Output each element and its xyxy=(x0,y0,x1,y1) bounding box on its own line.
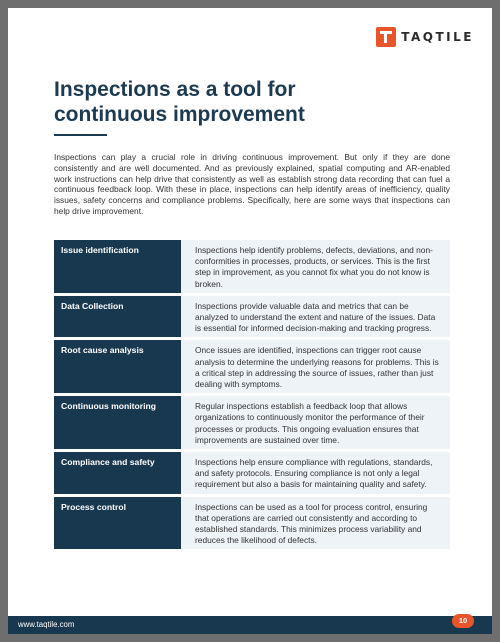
row-description: Inspections help ensure compliance with regulations, standards, and safety protocols. Ensuring compliance is not only a legal requirement but also a basis for maintaining quality and safety. xyxy=(181,452,450,494)
footer-website-link[interactable]: www.taqtile.com xyxy=(18,620,75,629)
table-row xyxy=(54,396,450,449)
table-row xyxy=(54,240,450,293)
inspection-benefits-table xyxy=(54,240,450,552)
row-description: Inspections provide valuable data and metrics that can be analyzed to understand the extent and nature of the issues. Data is essential for informed decision-making and tracking progress. xyxy=(181,296,450,338)
table-row xyxy=(54,497,450,550)
row-description: Regular inspections establish a feedback loop that allows organizations to continuously monitor the performance of their processes or products. This ongoing evaluation ensures that improvements are sustained over time. xyxy=(181,396,450,449)
row-label: Data Collection xyxy=(54,296,181,338)
brand-name: TAQTILE xyxy=(401,30,474,44)
row-description: Inspections can be used as a tool for process control, ensuring that operations are carried out consistently and according to established standards. This minimizes process variability and reduces the likelihood of defects. xyxy=(181,497,450,550)
title-underline xyxy=(54,134,107,136)
table-row xyxy=(54,452,450,494)
row-description: Once issues are identified, inspections can trigger root cause analysis to determine the underlying reasons for problems. This is a critical step in addressing the source of issues, rather than just dealing with symptoms. xyxy=(181,340,450,393)
intro-paragraph: Inspections can play a crucial role in driving continuous improvement. But only if they are done consistently and are well documented. And as previously explained, spatial computing and AR-enabled work instructions can help drive that consistently as well as establish strong data recording that can fuel a continuous feedback loop. With these in place, inspections can help identify areas of inefficiency, quality issues, safety concerns and compliance problems. Specifically, here are some ways that inspections can help drive improvement. xyxy=(54,152,450,216)
table-row xyxy=(54,296,450,338)
document-page xyxy=(8,8,492,634)
row-description: Inspections help identify problems, defects, deviations, and non-conformities in processes, products, or services. This is the first step in improvement, as you cannot fix what you do not know is broken. xyxy=(181,240,450,293)
row-label: Continuous monitoring xyxy=(54,396,181,449)
taqtile-logo xyxy=(376,27,474,47)
row-label: Root cause analysis xyxy=(54,340,181,393)
page-title: Inspections as a tool for continuous improvement xyxy=(54,78,305,126)
page-number-badge: 10 xyxy=(452,614,474,628)
page-footer xyxy=(8,616,492,634)
row-label: Compliance and safety xyxy=(54,452,181,494)
taqtile-logo-icon xyxy=(376,27,396,47)
row-label: Process control xyxy=(54,497,181,550)
row-label: Issue identification xyxy=(54,240,181,293)
table-row xyxy=(54,340,450,393)
